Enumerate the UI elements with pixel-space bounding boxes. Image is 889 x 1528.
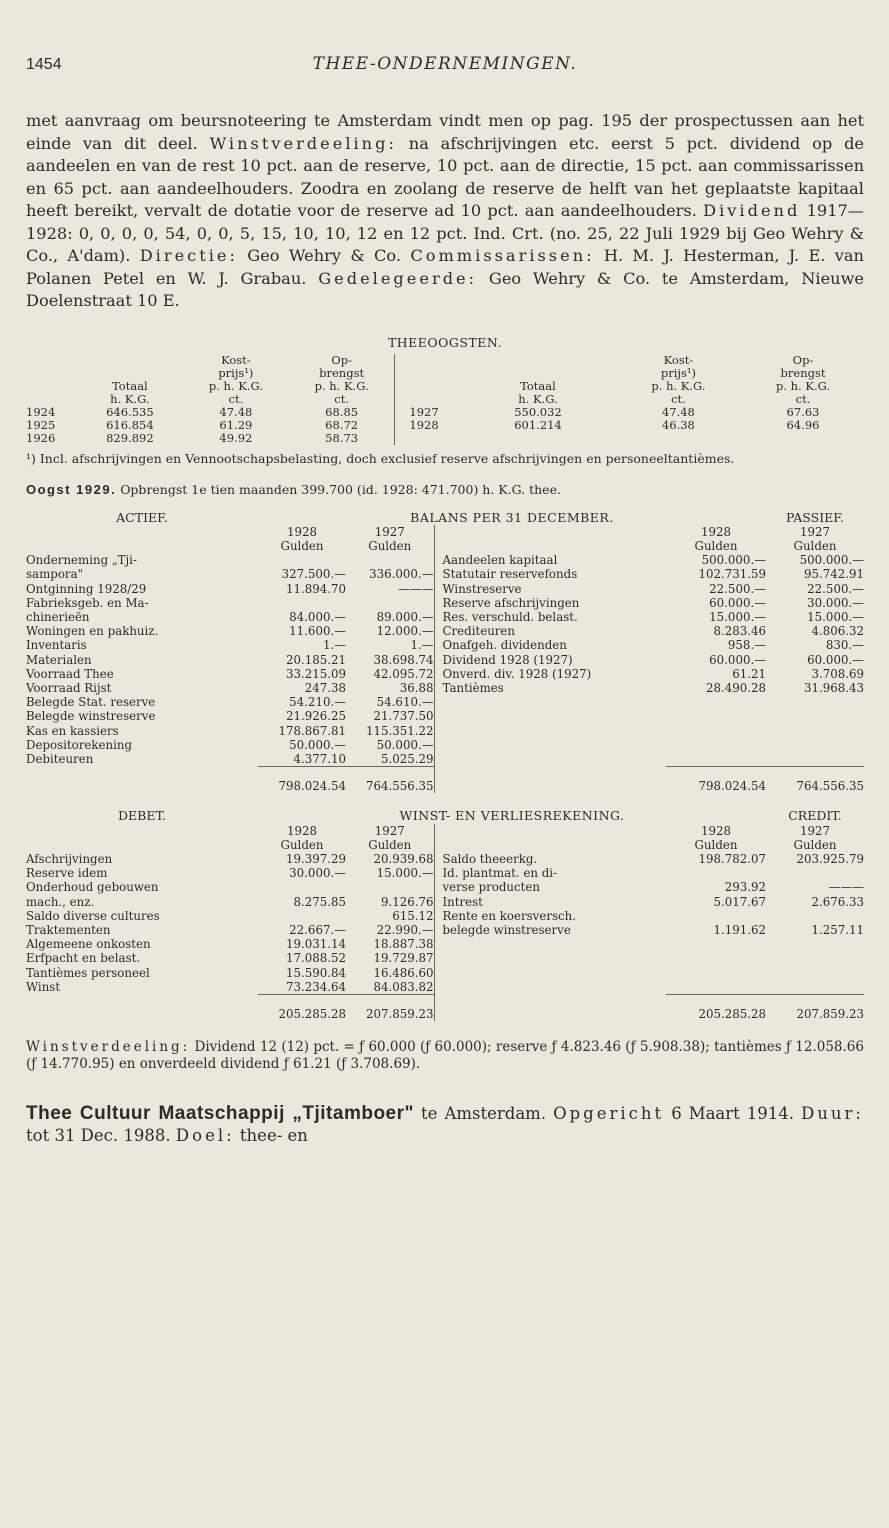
value-1928: 17.088.52 [285, 951, 346, 966]
row-label: Belegde winstreserve [26, 709, 156, 724]
theeoogsten-title: THEEOOGSTEN. [387, 334, 503, 350]
value-1927: 21.737.50 [373, 709, 434, 724]
value-1927: 60.000.— [807, 652, 864, 667]
empty-cell [434, 695, 666, 709]
oogst-line [26, 482, 864, 497]
row-label: Id. plantmat. en di- [434, 866, 666, 880]
empty-cell [666, 738, 766, 752]
value-1927: 22.990.— [376, 922, 434, 937]
company-entry [26, 1103, 864, 1147]
value-1928 [258, 909, 346, 923]
row-label: Aandeelen kapitaal [434, 553, 666, 567]
doel-label: Doel: [175, 1126, 235, 1146]
value-1927: 38.698.74 [373, 652, 434, 667]
value-1927: ——— [828, 880, 864, 895]
row-label: verse producten [434, 880, 666, 894]
empty-cell [666, 752, 766, 767]
row-label: Reserve idem [26, 866, 108, 881]
value-1927: 9.126.76 [380, 894, 434, 909]
value-1927: 830.— [825, 638, 864, 653]
row-label: Intrest [434, 895, 666, 909]
winst-table: DEBET. WINST- EN VERLIESREKENING. CREDIT. 1928 1927 1928 1927 Gulden Gulden Gulden Gulden Afschrijvingen 19.397.29 20.939.68 Saldo theeerkg. 198.782.07 203.925.79 Reserve idem 30.000.— 15.000.— Id. plantmat. en di- Onderhoud gebouwen verse producten 293.92 ——— mach., enz. 8.275.85 9.126.76 Intrest 5.017.67 2.676.33 Saldo diverse cultures 615.12 Rente en koersversch. Traktementen 22.667.— 22.990.— belegde winstreserve 1.191.62 1.257.11 Algemeene onkosten 19.031.14 18.887.38 Erfpacht en belast. 17.088.52 19.729.87 Tantièmes personeel 15.590.84 16.486.60 Winst 73.234.64 84.083.82 205.285.28 207.859.23 205.285.28 207.859.23 [26, 808, 864, 1021]
empty-cell [666, 709, 766, 723]
company-location: te Amsterdam. [421, 1104, 547, 1124]
value-1927: 22.500.— [807, 581, 864, 596]
table-row [26, 681, 864, 695]
value-1927: 31.968.43 [803, 680, 864, 695]
row-label: Voorraad Thee [26, 666, 114, 681]
value-1928: 5.017.67 [713, 894, 766, 909]
kostprijs-head-4: ct. [228, 391, 244, 406]
winst-total-1927: 207.859.23 [346, 995, 434, 1022]
value-1927: 5.025.29 [380, 751, 434, 766]
value-1928: 15.590.84 [285, 965, 346, 980]
value-1927 [346, 880, 434, 894]
oogst-text: Opbrengst 1e tien maanden 399.700 (id. 1928: 471.700) h. K.G. thee. [120, 481, 561, 497]
dividend-label: Dividend [703, 201, 801, 220]
kostprijs-head-1: Kost- [221, 352, 251, 367]
empty-cell [766, 966, 864, 980]
winstverdeeling-2-label: Winstverdeeling: [26, 1039, 191, 1056]
row-label: Res. verschuld. belast. [434, 610, 666, 624]
value-1927: 12.000.— [376, 624, 434, 639]
intro-paragraph [26, 110, 864, 313]
value-1928: 102.731.59 [698, 567, 766, 582]
value-1927: 54.610.— [376, 695, 434, 710]
row-label: Afschrijvingen [26, 851, 113, 866]
row-label: Winst [26, 979, 61, 994]
value-1928: 1.— [322, 638, 346, 653]
row-label: Algemeene onkosten [26, 937, 151, 952]
empty-cell [666, 724, 766, 738]
table-row: 1924 646.535 47.48 68.85 1927 550.032 47.48 67.63 [26, 404, 820, 419]
value-1928: 19.031.14 [285, 937, 346, 952]
duur-text: tot 31 Dec. 1988. [26, 1126, 171, 1146]
table-row: 1925 616.854 61.29 68.72 1928 601.214 46.38 64.96 [26, 417, 820, 432]
row-label: Rente en koersversch. [434, 909, 666, 923]
opbrengst-head-2-r: brengst [780, 365, 826, 380]
row-label: Statutair reservefonds [434, 567, 666, 581]
row-label: Belegde Stat. reserve [26, 695, 156, 710]
value-1927: 19.729.87 [373, 951, 434, 966]
commissarissen-label: Commissarissen: [410, 246, 595, 265]
winstverdeeling-label: Winstverdeeling: [209, 133, 397, 153]
winst-total-1927-r: 207.859.23 [766, 995, 864, 1022]
winstverdeeling-paragraph [26, 1039, 864, 1073]
empty-cell [766, 980, 864, 995]
row-label: Winstreserve [434, 582, 666, 596]
row-label: Onderhoud gebouwen [26, 880, 159, 895]
value-1928: 15.000.— [709, 609, 766, 624]
dividend-text: 1917—1928: 0, 0, 0, 0, 54, 0, 0, 5, 15, 10, 10, 12 en 12 pct. Ind. Crt. (no. 25, 22 Juli 1929 bij Geo Wehry & Co., A'dam). [26, 201, 864, 265]
value-1927: 20.939.68 [373, 851, 434, 866]
row-label: Reserve afschrijvingen [434, 596, 666, 610]
value-1927 [766, 909, 864, 923]
value-1928: 22.500.— [709, 581, 766, 596]
value-1928 [258, 880, 346, 894]
value-1928: 8.283.46 [713, 624, 766, 639]
directie-text: Geo Wehry & Co. [247, 246, 402, 265]
actief-head: ACTIEF. [116, 509, 168, 525]
value-1927: 1.— [410, 638, 434, 653]
value-1928: 293.92 [724, 880, 766, 895]
balans-total-1927: 764.556.35 [346, 767, 434, 794]
intro-line-1: met aanvraag om beursnoteering te Amsterdam vindt men op pag. 195 [26, 111, 633, 130]
value-1927: 3.708.69 [811, 666, 864, 681]
value-1927: 336.000.— [369, 567, 434, 582]
page-header [26, 48, 864, 88]
value-1927 [346, 596, 434, 610]
totaal-head-2-r: h. K.G. [518, 391, 558, 406]
row-label: Onafgeh. dividenden [434, 638, 666, 652]
value-1928: 60.000.— [709, 652, 766, 667]
empty-cell [434, 980, 666, 995]
row-label: mach., enz. [26, 894, 95, 909]
value-1928: 50.000.— [289, 737, 346, 752]
value-1928: 327.500.— [281, 567, 346, 582]
row-label: Erfpacht en belast. [26, 951, 141, 966]
totaal-head-1-r: Totaal [520, 378, 556, 393]
empty-cell [766, 724, 864, 738]
empty-cell [766, 937, 864, 951]
table-row [26, 638, 864, 652]
empty-cell [434, 709, 666, 723]
value-1928: 4.377.10 [293, 751, 346, 766]
value-1927: 42.095.72 [373, 666, 434, 681]
theeoogsten-footnote: ¹) Incl. afschrijvingen en Vennootschapsbelasting, doch exclusief reserve afschrijvingen en personeeltantièmes. [26, 450, 735, 466]
row-label: Fabrieksgeb. en Ma- [26, 595, 149, 610]
empty-cell [766, 752, 864, 767]
table-row: 1926 829.892 49.92 58.73 [26, 432, 864, 445]
row-label: Dividend 1928 (1927) [434, 653, 666, 667]
value-1927: 15.000.— [807, 609, 864, 624]
empty-cell [666, 695, 766, 709]
balans-table: ACTIEF. BALANS PER 31 DECEMBER. PASSIEF. 1928 1927 1928 1927 Gulden Gulden Gulden Gulden Onderneming „Tji- Aandeelen kapitaal 500.000.— 500.000.— sampora" 327.500.— 336.000.— Statutair reservefonds 102.731.59 95.742.91 Ontginning 1928/29 11.894.70 ——— Winstreserve 22.500.— 22.500.— Fabrieksgeb. en Ma- Reserve afschrijvingen 60.000.— 30.000.— chinerieën 84.000.— 89.000.— Res. verschuld. belast. 15.000.— 15.000.— Woningen en pakhuiz. 11.600.— 12.000.— Crediteuren 8.283.46 4.806.32 Inventaris 1.— 1.— Onafgeh. dividenden 958.— 830.— Materialen 20.185.21 38.698.74 Dividend 1928 (1927) 60.000.— 60.000.— Voorraad Thee 33.215.09 42.095.72 Onverd. div. 1928 (1927) 61.21 3.708.69 Voorraad Rijst 247.38 36.88 Tantièmes 28.490.28 31.968.43 Belegde Stat. reserve 54.210.— 54.610.— Belegde winstreserve 21.926.25 21.737.50 Kas en kassiers 178.867.81 115.351.22 Depositorekening 50.000.— 50.000.— Debiteuren 4.377.10 5.025.29 798.024.54 764.556.35 798.024.54 764.556.35 [26, 509, 864, 794]
row-label: chinerieën [26, 609, 90, 624]
row-label: Voorraad Rijst [26, 680, 112, 695]
value-1928 [666, 866, 766, 880]
empty-cell [434, 966, 666, 980]
value-1927: 89.000.— [376, 609, 434, 624]
value-1928: 61.21 [732, 666, 766, 681]
value-1928: 21.926.25 [285, 709, 346, 724]
value-1927: 203.925.79 [796, 851, 864, 866]
balans-total-1928-r: 798.024.54 [666, 767, 766, 794]
commissarissen-text: H. M. J. Hesterman, J. E. van Polanen Petel en W. J. Grabau. [26, 246, 864, 288]
value-1927: 84.083.82 [373, 979, 434, 994]
row-label: Kas en kassiers [26, 723, 119, 738]
row-label: Tantièmes [434, 681, 666, 695]
value-1927: 1.257.11 [811, 922, 864, 937]
row-label: Onverd. div. 1928 (1927) [434, 667, 666, 681]
value-1928 [258, 596, 346, 610]
table-row [26, 738, 864, 752]
table-row [26, 667, 864, 681]
value-1928: 11.894.70 [285, 581, 346, 596]
balans-total-1927-r: 764.556.35 [766, 767, 864, 794]
value-1928: 500.000.— [701, 553, 766, 568]
balans-total-1928: 798.024.54 [258, 767, 346, 794]
value-1928: 19.397.29 [285, 851, 346, 866]
table-row [26, 582, 864, 596]
value-1928: 958.— [727, 638, 766, 653]
value-1928: 247.38 [304, 680, 346, 695]
value-1927: 500.000.— [799, 553, 864, 568]
table-row [26, 596, 864, 610]
value-1928: 84.000.— [289, 609, 346, 624]
value-1928: 198.782.07 [698, 851, 766, 866]
opbrengst-head-3-r: p. h. K.G. [775, 378, 831, 393]
oogst-label: Oogst 1929. [26, 481, 117, 497]
value-1928: 54.210.— [289, 695, 346, 710]
table-row [26, 966, 864, 980]
value-1927: 18.887.38 [373, 937, 434, 952]
opbrengst-head-1-r: Op- [792, 352, 814, 367]
row-label: Saldo diverse cultures [26, 908, 160, 923]
table-row [26, 752, 864, 767]
row-label: Tantièmes personeel [26, 965, 150, 980]
value-1928: 73.234.64 [285, 979, 346, 994]
value-1927: 115.351.22 [365, 723, 434, 738]
table-row [26, 624, 864, 638]
row-label: Woningen en pakhuiz. [26, 624, 159, 639]
table-row [26, 937, 864, 951]
opbrengst-head-3: p. h. K.G. [314, 378, 369, 393]
value-1927: 95.742.91 [803, 567, 864, 582]
table-row [26, 909, 864, 923]
empty-cell [434, 724, 666, 738]
winstverdeeling-2-text: Dividend 12 (12) pct. = ƒ 60.000 (ƒ 60.000); reserve ƒ 4.823.46 (ƒ 5.908.38); tantièmes ƒ 12.058.66 (ƒ 14.770.95) en onverdeeld dividend ƒ 61.21 (ƒ 3.708.69). [26, 1039, 864, 1073]
company-name: Thee Cultuur Maatschappij „Tjitamboer" [26, 1103, 415, 1125]
credit-head: CREDIT. [788, 808, 842, 824]
debet-head: DEBET. [118, 808, 166, 824]
row-label: Saldo theeerkg. [434, 852, 666, 866]
duur-label: Duur: [801, 1104, 864, 1124]
value-1928: 1.191.62 [713, 922, 766, 937]
empty-cell [666, 966, 766, 980]
table-row [26, 895, 864, 909]
row-label: Debiteuren [26, 751, 94, 766]
opbrengst-head-4-r: ct. [795, 391, 811, 406]
opbrengst-head-1: Op- [331, 352, 352, 367]
totaal-head-1: Totaal [112, 378, 148, 393]
value-1928: 33.215.09 [285, 666, 346, 681]
table-row [26, 880, 864, 894]
totaal-head-2: h. K.G. [110, 391, 150, 406]
kostprijs-head-4-r: ct. [671, 391, 686, 406]
table-row [26, 866, 864, 880]
winstverdeeling-text: na afschrijvingen etc. eerst 5 pct. dividend op de aandeelen en van de rest 10 pct. aan de reserve, 10 pct. aan de directie, 15 pct. aan commissarissen en 65 pct. aan aandeelhouders. Zoodra en zoolang de reserve de helft van het geplaatste kapitaal heeft bereikt, vervalt de dotatie voor de reserve ad 10 pct. aan aandeelhouders. [26, 133, 865, 220]
row-label: Onderneming „Tji- [26, 553, 137, 568]
page-number: 1454 [26, 56, 62, 73]
value-1928: 8.275.85 [293, 894, 346, 909]
value-1928: 28.490.28 [705, 680, 766, 695]
value-1927: 16.486.60 [373, 965, 434, 980]
table-row [26, 724, 864, 738]
table-row [26, 951, 864, 965]
value-1927 [766, 866, 864, 880]
row-label: belegde winstreserve [434, 923, 666, 937]
kostprijs-head-1-r: Kost- [663, 352, 694, 367]
kostprijs-head-3: p. h. K.G. [208, 378, 263, 393]
gedelegeerde-text: Geo Wehry & Co. te Amsterdam, Nieuwe Doelenstraat 10 E. [26, 268, 865, 310]
empty-cell [434, 937, 666, 951]
value-1927: 4.806.32 [811, 624, 864, 639]
table-row [26, 610, 864, 624]
value-1927 [346, 553, 434, 567]
value-1928: 30.000.— [289, 866, 346, 881]
kostprijs-head-2: prijs¹) [218, 365, 254, 380]
empty-cell [666, 951, 766, 965]
empty-cell [434, 738, 666, 752]
value-1928 [666, 909, 766, 923]
empty-cell [434, 752, 666, 767]
value-1927: ——— [398, 581, 434, 596]
value-1927: 15.000.— [376, 866, 434, 881]
value-1928: 60.000.— [709, 595, 766, 610]
value-1927: 36.88 [399, 680, 434, 695]
winst-total-1928: 205.285.28 [258, 995, 346, 1022]
opgericht-label: Opgericht [553, 1104, 665, 1124]
winst-total-1928-r: 205.285.28 [666, 995, 766, 1022]
table-row [26, 653, 864, 667]
row-label: Traktementen [26, 922, 111, 937]
empty-cell [766, 951, 864, 965]
value-1928: 178.867.81 [278, 723, 346, 738]
opgericht-text: 6 Maart 1914. [671, 1104, 795, 1124]
row-label: sampora" [26, 567, 84, 582]
value-1928: 20.185.21 [285, 652, 346, 667]
opbrengst-head-2: brengst [319, 365, 365, 380]
table-row [26, 553, 864, 567]
row-label: Depositorekening [26, 737, 133, 752]
table-row [26, 852, 864, 866]
opbrengst-head-4: ct. [334, 391, 349, 406]
passief-head: PASSIEF. [786, 509, 844, 525]
empty-cell [666, 937, 766, 951]
table-row [26, 709, 864, 723]
table-row [26, 567, 864, 581]
empty-cell [666, 980, 766, 995]
empty-cell [766, 695, 864, 709]
row-label: Inventaris [26, 638, 87, 653]
gedelegeerde-label: Gedelegeerde: [318, 268, 478, 288]
winst-title: WINST- EN VERLIESREKENING. [399, 808, 625, 824]
value-1928: 11.600.— [289, 624, 346, 639]
empty-cell [766, 738, 864, 752]
value-1927: 615.12 [392, 908, 434, 923]
value-1927: 30.000.— [807, 595, 864, 610]
document-page [26, 48, 864, 1147]
value-1927: 2.676.33 [811, 894, 864, 909]
doel-text: thee- en [239, 1126, 308, 1146]
row-label: Ontginning 1928/29 [26, 581, 147, 596]
directie-label: Directie: [139, 246, 238, 265]
theeoogsten-table [26, 354, 864, 445]
table-row [26, 695, 864, 709]
balans-title: BALANS PER 31 DECEMBER. [410, 509, 614, 525]
value-1928: 22.667.— [289, 922, 346, 937]
running-title: THEE-ONDERNEMINGEN. [312, 54, 578, 74]
value-1928 [258, 553, 346, 567]
value-1927: 50.000.— [376, 737, 434, 752]
kostprijs-head-2-r: prijs¹) [660, 365, 696, 380]
empty-cell [766, 709, 864, 723]
row-label: Materialen [26, 652, 92, 667]
empty-cell [434, 951, 666, 965]
table-row [26, 923, 864, 937]
table-row [26, 980, 864, 995]
kostprijs-head-3-r: p. h. K.G. [651, 378, 706, 393]
row-label: Crediteuren [434, 624, 666, 638]
intro-line-2: der prospectussen aan het einde van dit deel. [26, 111, 864, 153]
